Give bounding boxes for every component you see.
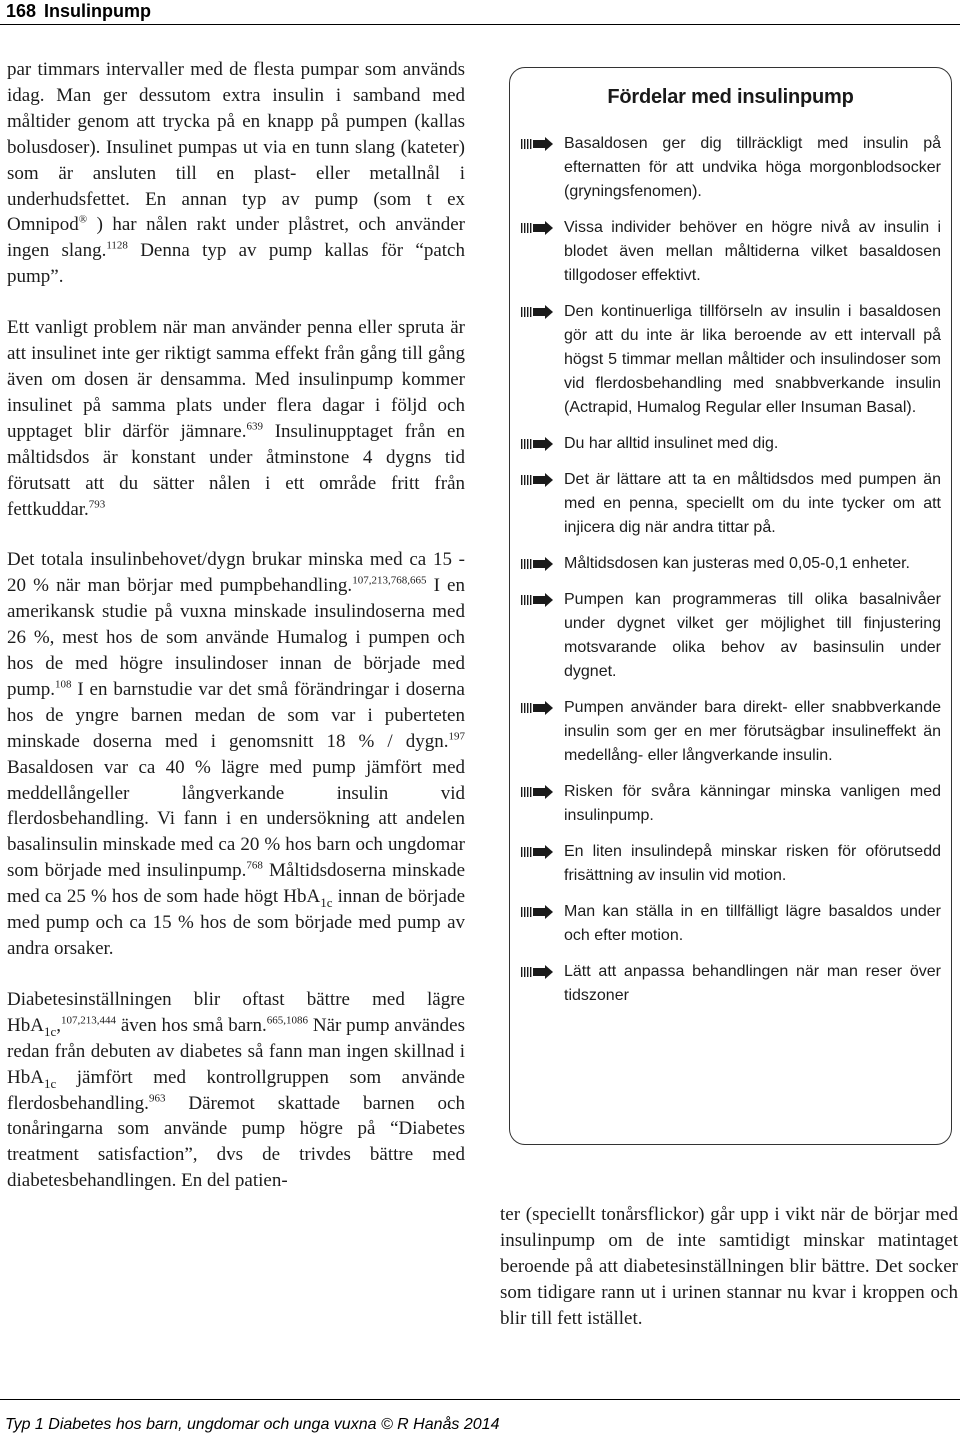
text-run: Denna typ av pump kallas för “patch pump”.: [7, 240, 465, 288]
arrow-bullet-icon: [521, 905, 553, 919]
arrow-bullet-icon: [521, 785, 553, 799]
advantage-text: Pumpen använder bara direkt- eller snabbverkande insulin som ger en mer förutsägbar insulineffekt än medellång- eller långverkande insulin.: [564, 699, 941, 764]
advantage-item: [521, 216, 941, 288]
text-run: När pump användes redan från debuten av diabetes så fann man ingen skillnad i HbA: [7, 1014, 465, 1088]
advantage-text: Pumpen kan programmeras till olika basalnivåer under dygnet vilket ger möjlighet till finjustering motsvarande olika behov av basinsulin under dygnet.: [564, 591, 941, 680]
advantage-text: En liten insulindepå minskar risken för oförutsedd frisättning av insulin vid motion.: [564, 843, 941, 884]
reference: 108: [55, 678, 72, 691]
box-title: Fördelar med insulinpump: [607, 86, 854, 108]
advantage-text: Du har alltid insulinet med dig.: [564, 435, 779, 452]
text-run: även hos små barn.: [115, 1014, 267, 1036]
text-run: jämfört med kontrollgruppen som använde flerdosbehandling.: [7, 1066, 465, 1114]
reference: 793: [88, 498, 106, 511]
arrow-bullet-icon: [521, 845, 553, 859]
arrow-bullet-icon: [521, 965, 553, 979]
reference: 1128: [106, 240, 128, 253]
arrow-bullet-icon: [521, 701, 553, 715]
text-run: Basaldosen var ca 40 % lägre med pump jämfört med meddellångeller långverkande insulin vid flerdosbehandling. Vi fann i en undersökning att andelen basalinsulin minskade med ca 20 % hos barn och ungdomar som började med insulinpump.: [7, 756, 465, 882]
advantage-text: Risken för svåra känningar minska vanligen med insulinpump.: [564, 783, 941, 824]
left-column: [7, 57, 465, 1194]
section-title: Insulinpump: [44, 1, 152, 21]
text-run: Diabetesinställningen blir oftast bättre med lägre HbA: [7, 988, 465, 1036]
text-run: innan de började med pump och ca 15 % hos de som började med pump av andra orsaker.: [7, 886, 465, 959]
text-run: I en barnstudie var det små förändringar i doserna hos de yngre barnen medan de som var i puberteten minskade doserna med i genomsnitt 18 % / dygn.: [7, 678, 465, 752]
arrow-bullet-icon: [521, 437, 553, 451]
running-head: [6, 0, 151, 22]
arrow-bullet-icon: [521, 137, 553, 151]
advantage-item: [521, 552, 941, 576]
subscript: 1c: [43, 1075, 57, 1091]
arrow-bullet-icon: [521, 557, 553, 571]
text-run: ) har nålen rakt under plåstret, och använder ingen slang.: [7, 214, 465, 262]
header-rule: [0, 24, 960, 25]
advantage-item: [521, 840, 941, 888]
arrow-bullet-icon: [521, 593, 553, 607]
advantage-text: Det är lättare att ta en måltidsdos med pumpen än med en penna, speciellt om du inte tycker om att injicera dig när andra tittar på.: [564, 471, 941, 536]
paragraph-2: [7, 315, 465, 522]
reference: 107,213,444: [60, 1014, 116, 1027]
text-run: Insulinupptaget från en måltidsdos är konstant under åtminstone 4 dygns tid förutsatt att du sätter nålen i ett område fritt från fettkuddar.: [7, 420, 465, 520]
arrow-bullet-icon: [521, 473, 553, 487]
subscript: 1c: [320, 894, 333, 910]
right-column: [500, 1202, 958, 1332]
advantage-text: Basaldosen ger dig tillräckligt med insulin på efternatten för att undvika höga morgonblodsocker (gryningsfenomen).: [564, 135, 941, 200]
right-paragraph: ter (speciellt tonårsflickor) går upp i vikt när de börjar med insulinpump om de inte samtidigt minskar matintaget beroende på att diabetesinställningen blir bättre. Det socker som tidigare rann ut i urinen stannar nu kvar i kroppen och blir till fett istället.: [500, 1204, 958, 1329]
text-run: I en amerikansk studie på vuxna minskade insulindoserna med 26 %, mest hos de som använde Humalog i pumpen och hos de med högre insulindoser innan de började med pump.: [7, 575, 465, 700]
footer-rule: [0, 1399, 960, 1400]
advantage-text: Vissa individer behöver en högre nivå av insulin i blodet även mellan måltiderna vilket basaldosen tillgodoser effektivt.: [564, 219, 941, 284]
advantage-item: [521, 588, 941, 684]
advantage-text: Den kontinuerliga tillförseln av insulin i basaldosen gör att du inte är lika beroende av ett intervall på högst 5 timmar mellan måltider och insulindoser som vid flerdosbehandling med snabbverkande insulin (Actrapid, Humalog Regular eller Insuman Basal).: [564, 303, 941, 416]
advantage-item: [521, 300, 941, 420]
reference: 768: [246, 859, 263, 872]
page-number: 168: [6, 1, 37, 21]
advantage-item: [521, 696, 941, 768]
paragraph-4: [7, 987, 465, 1194]
paragraph-1: [7, 57, 465, 290]
advantage-item: [521, 900, 941, 948]
advantage-text: Måltidsdosen kan justeras med 0,05-0,1 enheter.: [564, 555, 910, 572]
advantage-item: [521, 132, 941, 204]
registered-mark: ®: [78, 214, 88, 227]
advantage-item: [521, 780, 941, 828]
text-run: par timmars intervaller med de flesta pumpar som används idag. Man ger dessutom extra insulin i samband med måltider genom att trycka på en knapp på pumpen (kallas bolusdoser). Insulinet pumpas ut via en tunn slang (kateter) som är ansluten till en plast- eller metallnål i underhudsfettet. En annan typ av pump (som t ex Omnipod: [7, 59, 465, 236]
paragraph-3: [7, 547, 465, 962]
reference: 963: [148, 1092, 166, 1105]
text-run: Ett vanligt problem när man använder penna eller spruta är att insulinet inte ger riktigt samma effekt från gång till gång även om dosen är densamma. Med insulinpump kommer insulinet på samma plats under flera dagar i följd och upptaget blir därför jämnare.: [7, 317, 465, 442]
text-run: Måltidsdoserna minskade med ca 25 % hos de som hade högt HbA: [7, 860, 466, 908]
reference: 107,213,768,665: [352, 574, 427, 587]
text-run: ,: [56, 1014, 61, 1036]
text-run: Däremot skattade barnen och tonåringarna som använde pump högre på “Diabetes treatment satisfaction”, dvs de trivdes bättre med diabetesbehandlingen. En del patien-: [7, 1092, 465, 1192]
advantages-list: [521, 132, 941, 1020]
text-run: Det totala insulinbehovet/dygn brukar minska med ca 15 - 20 % när man börjar med pumpbehandling.: [7, 549, 465, 597]
footer-text: Typ 1 Diabetes hos barn, ungdomar och unga vuxna © R Hanås 2014: [5, 1416, 500, 1433]
advantage-item: [521, 960, 941, 1008]
reference: 665,1086: [266, 1014, 308, 1027]
page-header: [0, 0, 960, 22]
advantage-item: [521, 468, 941, 540]
reference: 639: [246, 420, 263, 433]
subscript: 1c: [43, 1023, 57, 1039]
reference: 197: [448, 730, 465, 743]
arrow-bullet-icon: [521, 221, 553, 235]
advantage-text: Lätt att anpassa behandlingen när man reser över tidszoner: [564, 963, 941, 1004]
advantage-text: Man kan ställa in en tillfälligt lägre basaldos under och efter motion.: [564, 903, 941, 944]
arrow-bullet-icon: [521, 305, 553, 319]
advantage-item: [521, 432, 941, 456]
